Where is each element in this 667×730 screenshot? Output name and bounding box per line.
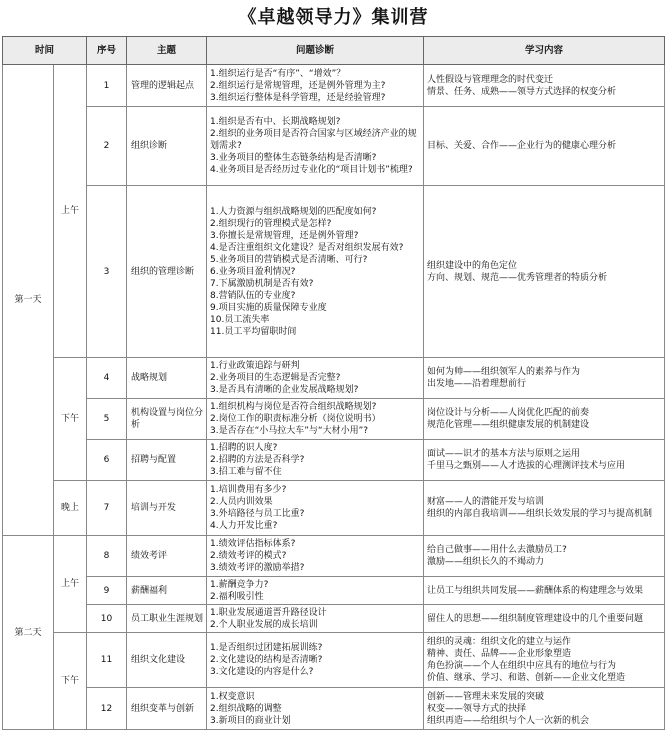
diagnosis-item: 10.员工流失率 [210,314,270,325]
row-diagnosis [207,633,424,688]
diagnosis-item: 1.职业发展通道晋升路径设计 [210,607,327,618]
content-item: 价值、继承、学习、和谐、创新——企业文化塑造 [427,673,626,683]
row-number: 5 [87,399,127,440]
row-number: 1 [87,65,127,107]
row-theme: 机构设置与岗位分析 [127,399,207,440]
period-evening-cell: 晚上 [54,481,87,536]
row-diagnosis [207,605,424,633]
table-row [3,399,665,440]
diagnosis-item: 1.组织运行是否“有序”、“增效”？ [210,68,346,79]
row-number: 2 [87,107,127,186]
row-theme: 组织文化建设 [127,633,207,688]
content-item: 留住人的思想——组织制度管理建设中的几个重要问题 [427,613,644,624]
row-number: 7 [87,481,127,536]
diagnosis-item: 1.薪酬竞争力? [210,579,269,590]
row-learning-content [424,605,665,633]
diagnosis-item: 4.人力开发比重? [210,521,278,531]
content-item: 如何为帅——组织领军人的素养与作为 [427,367,581,377]
content-item: 情景、任务、成熟——领导方式选择的权变分析 [427,86,617,97]
row-diagnosis [207,107,424,186]
row-learning-content [424,107,665,186]
table-row [3,577,665,605]
row-theme: 战略规划 [127,358,207,399]
content-item: 组织建设中的角色定位 [427,260,518,271]
content-item: 财富——人的潜能开发与培训 [427,497,545,507]
row-learning-content [424,633,665,688]
diagnosis-item: 1.组织机构与岗位是否符合组织战略规划? [210,402,377,412]
period-morning-cell: 上午 [54,536,87,633]
diagnosis-item: 3.文化建设的内容是什么? [210,667,314,677]
diagnosis-item: 3.招工难与留不住 [210,467,282,477]
row-diagnosis [207,65,424,107]
row-number: 3 [87,186,127,358]
diagnosis-item: 4.是否注重组织文化建设？是否对组织发展有效? [210,242,404,253]
header-no: 序号 [87,37,127,65]
row-learning-content [424,440,665,481]
row-diagnosis [207,440,424,481]
diagnosis-item: 1.组织是否有中、长期战略规划? [210,117,341,127]
diagnosis-item: 2.个人职业发展的成长培训 [210,619,318,630]
content-item: 组织的内部自我培训——组织长效发展的学习与提高机制 [427,509,653,519]
row-number: 8 [87,536,127,577]
diagnosis-item: 3.是否具有清晰的企业发展战略规划? [210,385,359,395]
period-morning-cell: 上午 [54,65,87,358]
diagnosis-item: 3.外培路径与员工比重? [210,509,305,519]
diagnosis-item: 2.文化建设的结构是否清晰? [210,655,323,665]
row-learning-content [424,399,665,440]
content-item: 千里马之甄别——人才选拔的心理测评技术与应用 [427,461,626,471]
diagnosis-item: 3.是否存在“小马拉大车”与“大材小用”? [210,426,369,436]
diagnosis-item: 2.绩效考评的模式? [210,551,287,561]
row-learning-content [424,577,665,605]
diagnosis-item: 2.业务项目的生态逻辑是否完整? [210,373,341,383]
content-item: 创新——管理未来发展的突破 [427,691,545,702]
row-theme: 培训与开发 [127,481,207,536]
diagnosis-item: 2.组织的业务项目是否符合国家与区域经济产业的规划需求? [210,129,417,151]
content-item: 激励——组织长久的不竭动力 [427,557,545,567]
diagnosis-item: 1.是否组织过团建拓展训练? [210,643,323,653]
diagnosis-item: 3.组织运行整体是科学管理，还是经验管理? [210,92,386,103]
training-schedule-table [2,36,665,730]
content-item: 目标、关爱、合作——企业行为的健康心理分析 [427,141,617,151]
row-diagnosis [207,186,424,358]
table-row [3,107,665,186]
table-row [3,481,665,536]
row-number: 6 [87,440,127,481]
row-number: 10 [87,605,127,633]
row-theme: 组织诊断 [127,107,207,186]
diagnosis-item: 5.业务项目的营销模式是否清晰、可行? [210,254,368,265]
content-item: 精神、责任、品牌——企业形象塑造 [427,649,572,659]
content-item: 角色扮演——个人在组织中应具有的地位与行为 [427,661,617,671]
diagnosis-item: 4.业务项目是否经历过专业化的“项目计划书”梳理? [210,165,413,175]
row-learning-content [424,65,665,107]
period-afternoon-cell: 下午 [54,358,87,481]
row-theme: 招聘与配置 [127,440,207,481]
diagnosis-item: 1.绩效评估指标体系? [210,539,296,549]
diagnosis-item: 3.绩效考评的激励举措? [210,563,305,573]
row-diagnosis [207,481,424,536]
row-theme: 管理的逻辑起点 [127,65,207,107]
row-theme: 绩效考评 [127,536,207,577]
diagnosis-item: 8.营销队伍的专业度? [210,290,296,301]
header-content: 学习内容 [424,37,665,65]
header-time: 时间 [3,37,87,65]
row-diagnosis [207,358,424,399]
diagnosis-item: 3.业务项目的整体生态链条结构是否清晰? [210,153,377,163]
table-row [3,358,665,399]
content-item: 方向、规划、规范——优秀管理者的特质分析 [427,272,608,283]
diagnosis-item: 2.招聘的方法是否科学? [210,455,305,465]
day-two-cell: 第二天 [3,536,54,730]
row-diagnosis [207,399,424,440]
diagnosis-item: 7.下属激励机制是否有效? [210,278,314,289]
content-item: 规范化管理——组织健康发展的机制建设 [427,420,590,430]
table-row [3,186,665,358]
diagnosis-item: 2.人员内训效果 [210,497,273,507]
diagnosis-item: 1.培训费用有多少? [210,485,287,495]
row-learning-content [424,186,665,358]
diagnosis-item: 2.组织战略的调整 [210,703,282,714]
row-number: 4 [87,358,127,399]
table-row [3,633,665,688]
period-afternoon-cell: 下午 [54,633,87,730]
content-item: 给自己做事——用什么去激励员工? [427,545,567,555]
content-item: 让员工与组织共同发展——薪酬体系的构建理念与效果 [427,585,644,596]
diagnosis-item: 1.权变意识 [210,691,255,702]
diagnosis-item: 1.招聘的识人度? [210,443,278,453]
row-learning-content [424,688,665,730]
diagnosis-item: 9.项目实施的质量保障专业度 [210,302,327,313]
row-learning-content [424,358,665,399]
header-diagnosis: 问题诊断 [207,37,424,65]
row-number: 12 [87,688,127,730]
diagnosis-item: 6.业务项目盈利情况? [210,266,296,277]
diagnosis-item: 11.员工平均留职时间 [210,326,297,337]
diagnosis-item: 3.你擅长是常规管理，还是例外管理? [210,230,359,241]
diagnosis-item: 2.组织现行的管理模式是怎样? [210,218,332,229]
row-theme: 薪酬福利 [127,577,207,605]
diagnosis-item: 1.人力资源与组织战略规划的匹配度如何? [210,206,377,217]
diagnosis-item: 2.组织运行是常规管理，还是例外管理为主? [210,80,386,91]
table-row [3,605,665,633]
row-learning-content [424,536,665,577]
row-number: 9 [87,577,127,605]
diagnosis-item: 2.岗位工作的职责标准分析（岗位说明书） [210,414,381,424]
table-row [3,688,665,730]
content-item: 面试——识才的基本方法与原则之运用 [427,449,581,459]
page-title: 《卓越领导力》集训营 [238,7,429,28]
row-diagnosis [207,688,424,730]
row-learning-content [424,481,665,536]
row-number: 11 [87,633,127,688]
diagnosis-item: 2.福利吸引性 [210,591,264,602]
table-row [3,536,665,577]
content-item: 岗位设计与分析——人岗优化匹配的前奏 [427,408,590,418]
content-item: 出发地——沿着理想前行 [427,379,527,389]
diagnosis-item: 3.新项目的商业计划 [210,715,291,726]
content-item: 人性假设与管理理念的时代变迁 [427,74,554,85]
row-diagnosis [207,577,424,605]
row-theme: 员工职业生涯规划 [127,605,207,633]
content-item: 权变——领导方式的抉择 [427,703,527,714]
table-row [3,65,665,107]
content-item: 组织的灵魂：组织文化的建立与运作 [427,637,572,647]
row-theme: 组织的管理诊断 [127,186,207,358]
row-theme: 组织变革与创新 [127,688,207,730]
table-header-row [3,37,665,65]
table-row [3,440,665,481]
row-diagnosis [207,536,424,577]
header-theme: 主题 [127,37,207,65]
diagnosis-item: 1.行业政策追踪与研判 [210,361,300,371]
content-item: 组织再造——给组织与个人一次新的机会 [427,715,590,726]
day-one-cell: 第一天 [3,65,54,536]
